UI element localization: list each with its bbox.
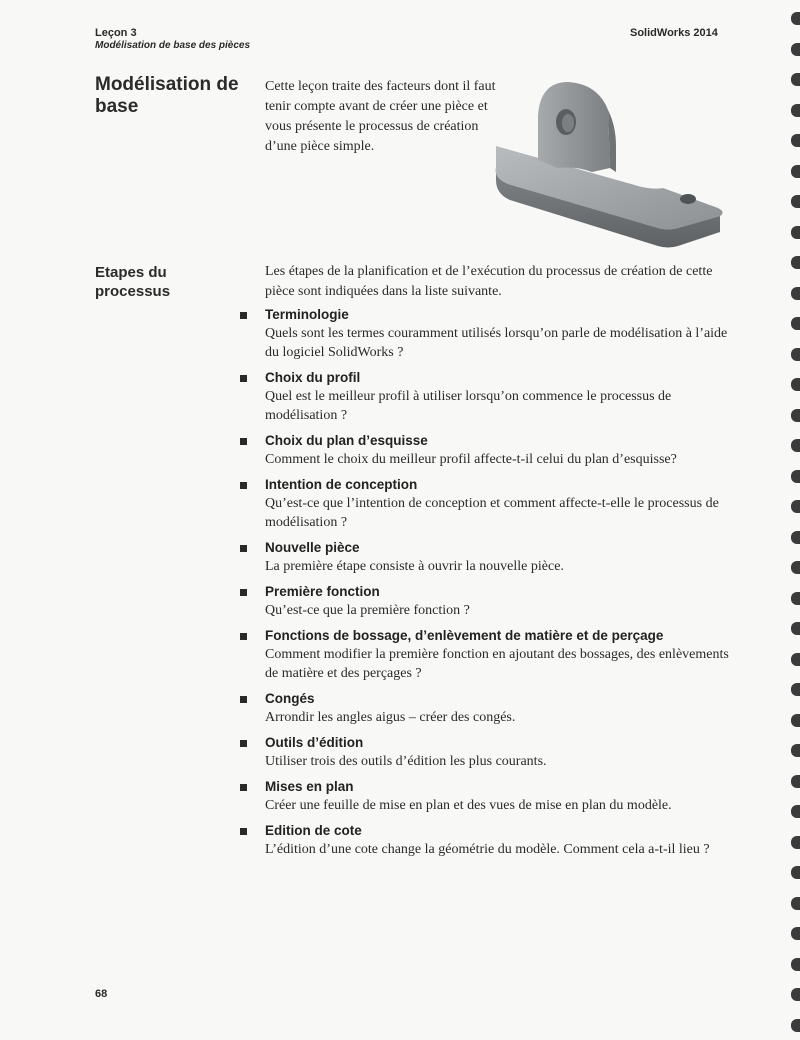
lesson-subtitle: Modélisation de base des pièces	[95, 40, 251, 51]
list-item	[238, 539, 738, 576]
part-illustration	[488, 76, 728, 256]
step-description: Comment le choix du meilleur profil affecte-t-il celui du plan d’esquisse?	[265, 452, 677, 467]
binding-ring	[791, 775, 800, 788]
running-header	[95, 27, 250, 52]
binding-ring	[791, 439, 800, 452]
step-title: Première fonction	[265, 584, 380, 599]
binding-ring	[791, 744, 800, 757]
binding-ring	[791, 714, 800, 727]
step-description: Arrondir les angles aigus – créer des congés.	[265, 710, 516, 725]
step-description: Comment modifier la première fonction en ajoutant des bossages, des enlèvements de matière et des perçages ?	[265, 647, 729, 681]
step-description: Utiliser trois des outils d’édition les plus courants.	[265, 754, 547, 769]
binding-ring	[791, 988, 800, 1001]
binding-ring	[791, 683, 800, 696]
bullet-icon	[240, 482, 247, 489]
step-title: Edition de cote	[265, 823, 362, 838]
binding-ring	[791, 165, 800, 178]
step-title: Terminologie	[265, 307, 349, 322]
binding-ring	[791, 226, 800, 239]
binding-ring	[791, 561, 800, 574]
binding-ring	[791, 653, 800, 666]
binding-ring	[791, 866, 800, 879]
bullet-icon	[240, 589, 247, 596]
section-heading-modelisation: Modélisation de base	[95, 74, 239, 117]
list-item	[238, 432, 738, 469]
page-number: 68	[95, 988, 108, 1000]
bullet-icon	[240, 740, 247, 747]
step-title: Intention de conception	[265, 477, 418, 492]
step-title: Choix du plan d’esquisse	[265, 433, 428, 448]
bullet-icon	[240, 828, 247, 835]
binding-ring	[791, 409, 800, 422]
binding-ring	[791, 12, 800, 25]
binding-ring	[791, 531, 800, 544]
step-description: Créer une feuille de mise en plan et des vues de mise en plan du modèle.	[265, 798, 672, 813]
bullet-icon	[240, 784, 247, 791]
lesson-number: Leçon 3	[95, 27, 137, 39]
section-heading-etapes: Etapes du processus	[95, 264, 171, 300]
binding-ring	[791, 287, 800, 300]
step-title: Outils d’édition	[265, 735, 364, 750]
bullet-icon	[240, 312, 247, 319]
binding-ring	[791, 195, 800, 208]
binding-ring	[791, 104, 800, 117]
step-title: Mises en plan	[265, 779, 354, 794]
bullet-icon	[240, 545, 247, 552]
binding-ring	[791, 43, 800, 56]
binding-ring	[791, 378, 800, 391]
binding-ring	[791, 348, 800, 361]
list-item	[238, 369, 738, 425]
step-title: Fonctions de bossage, d’enlèvement de matière et de perçage	[265, 628, 664, 643]
list-item	[238, 306, 738, 362]
binding-ring	[791, 256, 800, 269]
bullet-icon	[240, 633, 247, 640]
bullet-icon	[240, 375, 247, 382]
binding-ring	[791, 622, 800, 635]
binding-ring	[791, 134, 800, 147]
step-description: Quels sont les termes couramment utilisés lorsqu’on parle de modélisation à l’aide du logiciel SolidWorks ?	[265, 326, 728, 360]
step-title: Nouvelle pièce	[265, 540, 360, 555]
product-name: SolidWorks 2014	[630, 27, 718, 39]
binding-ring	[791, 805, 800, 818]
binding-ring	[791, 500, 800, 513]
list-item	[238, 690, 738, 727]
bullet-icon	[240, 696, 247, 703]
binding-ring	[791, 927, 800, 940]
section-intro-text: Cette leçon traite des facteurs dont il faut tenir compte avant de créer une pièce et vous présente le processus de création d’une pièce simple.	[265, 79, 496, 154]
binding-ring	[791, 317, 800, 330]
list-item	[238, 778, 738, 815]
steps-intro-text: Les étapes de la planification et de l’exécution du processus de création de cette pièce sont indiquées dans la liste suivante.	[265, 264, 713, 299]
list-item	[238, 583, 738, 620]
binding-ring	[791, 958, 800, 971]
binding-ring	[791, 73, 800, 86]
step-title: Congés	[265, 691, 315, 706]
step-description: Qu’est-ce que la première fonction ?	[265, 603, 470, 618]
steps-list	[238, 306, 738, 866]
binding-ring	[791, 470, 800, 483]
step-description: Qu’est-ce que l’intention de conception et comment affecte-t-elle le processus de modélisation ?	[265, 496, 719, 530]
binding-ring	[791, 1019, 800, 1032]
list-item	[238, 734, 738, 771]
step-title: Choix du profil	[265, 370, 361, 385]
binding-ring	[791, 836, 800, 849]
binding-ring	[791, 897, 800, 910]
list-item	[238, 822, 738, 859]
list-item	[238, 476, 738, 532]
step-description: L’édition d’une cote change la géométrie du modèle. Comment cela a-t-il lieu ?	[265, 842, 710, 857]
step-description: Quel est le meilleur profil à utiliser lorsqu’on commence le processus de modélisation ?	[265, 389, 672, 423]
step-description: La première étape consiste à ouvrir la nouvelle pièce.	[265, 559, 564, 574]
list-item	[238, 627, 738, 683]
binding-ring	[791, 592, 800, 605]
bullet-icon	[240, 438, 247, 445]
spiral-binding	[786, 0, 800, 1040]
